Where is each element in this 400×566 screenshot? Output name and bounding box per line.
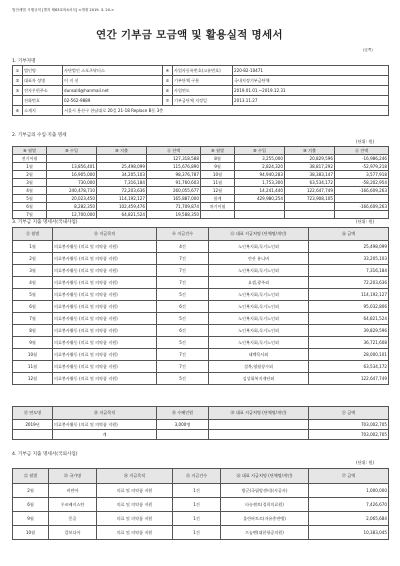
overseas-cell: 의료 및 의약품 지원 <box>97 498 173 512</box>
income-header-cell: ⑧ 월별 <box>201 147 235 155</box>
overseas-cell: 1건 <box>173 512 221 526</box>
domestic-cell: 63,534,172 <box>309 361 389 373</box>
donor-info-cell: 기부단체 구분 <box>173 76 233 86</box>
income-cell: 1월 <box>13 163 47 171</box>
income-cell: 12,700,000 <box>47 211 97 219</box>
domestic-cell: 2월 <box>13 253 53 265</box>
income-cell: 12월 <box>201 187 235 195</box>
section2-unit: (단위: 원) <box>356 139 375 144</box>
income-row <box>13 211 389 219</box>
domestic-row <box>13 301 389 313</box>
income-cell <box>285 211 335 219</box>
domestic-cell: 노인복지회,독거노인외 <box>209 241 309 253</box>
domestic-summary-cell <box>209 430 309 440</box>
donor-info-cell: ① <box>13 66 23 76</box>
donor-info-cell: 사업자등록번호(고유번호) <box>173 66 233 76</box>
domestic-summary-header <box>13 407 389 420</box>
income-cell: 64,821,524 <box>97 211 147 219</box>
income-row <box>13 171 389 179</box>
income-cell: 전기이월 <box>13 155 47 163</box>
domestic-cell: 3월 <box>13 265 53 277</box>
income-row <box>13 203 389 211</box>
donor-info-row <box>13 106 389 116</box>
domestic-cell: 노인복지회,독거노인외 <box>209 289 309 301</box>
donor-info-row <box>13 66 389 76</box>
domestic-summary-cell: 703,002,705 <box>309 430 389 440</box>
overseas-cell: 7,426,670 <box>309 498 389 512</box>
overseas-cell: 2월 <box>13 484 49 498</box>
income-cell: 723,908,105 <box>285 195 335 203</box>
income-cell: 127,318,588 <box>147 155 201 163</box>
domestic-cell: 노인복지회,독거노인외 <box>209 313 309 325</box>
income-cell: 1,753,300 <box>235 179 285 187</box>
income-cell: 260,055,677 <box>147 187 201 195</box>
domestic-summary-header-cell: ㉑ 금액 <box>309 407 389 420</box>
donor-info-cell: ⑥ <box>13 106 23 116</box>
section4-heading: 4. 기부금 지출 명세서(국외사업) <box>12 452 78 457</box>
domestic-summary-cell <box>13 430 53 440</box>
domestic-row <box>13 253 389 265</box>
domestic-cell: 의료봉사활동 (의료 및 의약품 지원) <box>53 265 157 277</box>
overseas-row <box>13 484 389 498</box>
income-cell: 91,760,603 <box>147 179 201 187</box>
income-cell: -52,979,218 <box>335 163 389 171</box>
form-reference: 법인세법 시행규칙 [별지 제63호의4서식] <개정 2019. 3. 20.> <box>12 8 115 12</box>
income-cell <box>97 155 147 163</box>
donor-info-cell: 2019.01.01.~2019.12.31 <box>233 86 389 96</box>
domestic-cell: 11월 <box>13 361 53 373</box>
donor-info-table <box>12 65 389 116</box>
donor-info-cell: 전자우편주소 <box>23 86 63 96</box>
income-cell: 730,000 <box>47 179 97 187</box>
domestic-expense-table <box>12 227 389 385</box>
income-cell <box>235 211 285 219</box>
income-cell: 71,709,874 <box>147 203 201 211</box>
income-cell <box>201 211 235 219</box>
section2-heading: 2. 기부금의 수입·지출 명세 <box>12 133 67 138</box>
domestic-cell: 9월 <box>13 337 53 349</box>
income-cell: 16,905,000 <box>47 171 97 179</box>
income-cell: 38,817,292 <box>285 163 335 171</box>
domestic-cell: 태백목사외 <box>209 349 309 361</box>
domestic-cell: 6건 <box>157 325 209 337</box>
domestic-cell: 의료봉사활동 (의료 및 의약품 지원) <box>53 241 157 253</box>
income-cell: -166,609,263 <box>335 187 389 195</box>
domestic-cell: 5건 <box>157 313 209 325</box>
income-expense-table <box>12 146 389 219</box>
donor-info-row <box>13 86 389 96</box>
overseas-row <box>13 526 389 540</box>
domestic-header-cell: ⑬ 지급목적 <box>53 228 157 241</box>
domestic-summary-cell: 의료봉사활동 (의료 및 의약품 지원) <box>53 420 157 430</box>
income-cell: 합계 <box>201 195 235 203</box>
overseas-expense-table <box>12 468 389 540</box>
income-cell: 3,577,918 <box>335 171 389 179</box>
income-cell: 8,282,350 <box>47 203 97 211</box>
donor-info-cell: 220-82-10471 <box>233 66 389 76</box>
domestic-cell: 노인복지회,독거노인외 <box>209 337 309 349</box>
overseas-cell: 9월 <box>13 512 49 526</box>
donor-info-cell: 기부금단체 지정일 <box>173 96 233 106</box>
domestic-cell: 25,498,099 <box>309 241 389 253</box>
domestic-cell: 의료봉사활동 (의료 및 의약품 지원) <box>53 373 157 385</box>
domestic-summary-cell: 3,000명 <box>157 420 209 430</box>
overseas-cell: 10,383,045 <box>309 526 389 540</box>
domestic-row <box>13 277 389 289</box>
income-cell: 98,376,787 <box>147 171 201 179</box>
domestic-summary-cell: 2019년 <box>13 420 53 430</box>
income-header-cell: ⑨ 수입 <box>235 147 285 155</box>
income-cell: -16,986,246 <box>335 155 389 163</box>
income-cell: 38,383,147 <box>285 171 335 179</box>
overseas-header-cell: ㉕ 지급건수 <box>173 469 221 484</box>
income-cell: 6월 <box>13 203 47 211</box>
domestic-cell: 노인복지회,독거노인외 <box>209 265 309 277</box>
overseas-cell: 2,065,684 <box>309 512 389 526</box>
income-cell: 34,205,103 <box>97 171 147 179</box>
domestic-row <box>13 337 389 349</box>
income-cell: 20,023,450 <box>47 195 97 203</box>
domestic-cell: 의료봉사활동 (의료 및 의약품 지원) <box>53 325 157 337</box>
domestic-cell: 36,721,608 <box>309 337 389 349</box>
donor-info-cell: dunsal4@hanmail.net <box>63 86 163 96</box>
overseas-cell: 의료 및 의약품 지원 <box>97 512 173 526</box>
domestic-cell: 5건 <box>157 373 209 385</box>
domestic-cell: 의료봉사활동 (의료 및 의약품 지원) <box>53 253 157 265</box>
domestic-summary-cell <box>209 420 309 430</box>
overseas-header-cell: ㉗ 금액 <box>309 469 389 484</box>
domestic-cell: 6월 <box>13 301 53 313</box>
domestic-cell: 4월 <box>13 277 53 289</box>
domestic-cell: 요셉,광주외 <box>209 277 309 289</box>
income-cell <box>335 211 389 219</box>
domestic-cell: 의료봉사활동 (의료 및 의약품 지원) <box>53 337 157 349</box>
donor-info-cell: 전화번호 <box>23 96 63 106</box>
donor-info-cell: 02-562-9889 <box>63 96 163 106</box>
section3-unit: (단위: 원) <box>356 219 375 224</box>
income-header-cell: ⑩ 지출 <box>285 147 335 155</box>
donor-info-cell: ⑥ <box>163 86 173 96</box>
overseas-cell: 1,000,000 <box>309 484 389 498</box>
domestic-summary-cell: 계 <box>53 430 157 440</box>
income-row <box>13 163 389 171</box>
donor-info-cell: 이 지 선 <box>63 76 163 86</box>
domestic-cell: 의료봉사활동 (의료 및 의약품 지원) <box>53 301 157 313</box>
donor-info-cell: 사업연도 <box>173 86 233 96</box>
donor-info-cell: ④ <box>163 66 173 76</box>
donor-info-cell: 소재지 <box>23 106 63 116</box>
domestic-summary-header-cell: ⑰ 연도명 <box>13 407 53 420</box>
income-cell: 165,887,000 <box>147 195 201 203</box>
overseas-cell: 1건 <box>173 526 221 540</box>
domestic-cell: 10월 <box>13 349 53 361</box>
domestic-cell: 95,032,806 <box>309 301 389 313</box>
domestic-header-cell: ⑫ 월별 <box>13 228 53 241</box>
domestic-cell: 7,316,184 <box>309 265 389 277</box>
income-cell: 115,676,890 <box>147 163 201 171</box>
overseas-header-cell: ㉖ 대표 지급처명 (단체명/개인) <box>221 469 309 484</box>
domestic-cell: 64,821,524 <box>309 313 389 325</box>
domestic-cell: 4건 <box>157 241 209 253</box>
section1-heading: 1. 기부자명 <box>12 59 36 64</box>
domestic-cell: 39,829,596 <box>309 325 389 337</box>
overseas-header-row <box>13 469 389 484</box>
domestic-cell: 노인복지회,독거노인외 <box>209 301 309 313</box>
domestic-cell: 6건 <box>157 301 209 313</box>
income-cell: 14,241,440 <box>235 187 285 195</box>
income-cell: 25,498,099 <box>97 163 147 171</box>
income-header-cell: ⑨ 수입 <box>47 147 97 155</box>
income-cell: 9월 <box>201 163 235 171</box>
domestic-cell: 1월 <box>13 241 53 253</box>
domestic-cell: 7월 <box>13 313 53 325</box>
donor-info-cell: ② <box>13 76 23 86</box>
income-cell: 3,255,000 <box>235 155 285 163</box>
donor-info-cell: ⑤ <box>163 76 173 86</box>
overseas-cell: 10월 <box>13 526 49 540</box>
domestic-cell: 안산 유니버 <box>209 253 309 265</box>
overseas-cell: 울란바토르(자유총연맹) <box>221 512 309 526</box>
donor-info-cell: 법인명 <box>23 66 63 76</box>
income-cell: 7월 <box>13 211 47 219</box>
domestic-summary-header-cell: ⑳ 대표 지급처명 (단체명/개인) <box>209 407 309 420</box>
overseas-cell: 비만아 <box>49 484 97 498</box>
domestic-header-cell: ⑯ 금액 <box>309 228 389 241</box>
income-cell: 20,829,596 <box>285 155 335 163</box>
income-cell <box>47 155 97 163</box>
overseas-cell: 방군(국립암센터)(사공사) <box>221 484 309 498</box>
income-cell: 63,534,172 <box>285 179 335 187</box>
document-title: 연간 기부금 모금액 및 활용실적 명세서 <box>96 29 283 41</box>
income-cell: 10월 <box>201 171 235 179</box>
overseas-cell: 타슈켄트(경희의료원) <box>221 498 309 512</box>
domestic-cell: 의료봉사활동 (의료 및 의약품 지원) <box>53 361 157 373</box>
income-cell: 72,203,636 <box>97 187 147 195</box>
domestic-cell: 12월 <box>13 373 53 385</box>
income-cell: 19,588,350 <box>147 211 201 219</box>
domestic-cell: 김상회복지재단외 <box>209 373 309 385</box>
domestic-cell: 5월 <box>13 289 53 301</box>
domestic-row <box>13 289 389 301</box>
domestic-cell: 122,647,749 <box>309 373 389 385</box>
domestic-cell: 28,000,101 <box>309 349 389 361</box>
domestic-row <box>13 361 389 373</box>
income-cell: 114,192,127 <box>97 195 147 203</box>
donor-info-cell: 서울시 용산구 한남대로 20길 21-18 Replace B동 3층 <box>63 106 389 116</box>
income-row <box>13 179 389 187</box>
domestic-summary-row <box>13 420 389 430</box>
income-header-cell: ⑪ 잔액 <box>147 147 201 155</box>
domestic-cell: 114,192,127 <box>309 289 389 301</box>
overseas-cell: 우즈베키스탄 <box>49 498 97 512</box>
domestic-cell: 의료봉사활동 (의료 및 의약품 지원) <box>53 277 157 289</box>
income-cell: 8월 <box>201 155 235 163</box>
domestic-summary-table <box>12 406 389 440</box>
section3-heading: 3. 기부금 지출 명세서(국내사업) <box>12 220 78 225</box>
overseas-cell: 몽골 <box>49 512 97 526</box>
overseas-cell: 1건 <box>173 498 221 512</box>
overseas-header-cell: ㉓ 국가명 <box>49 469 97 484</box>
domestic-cell: 33,205,103 <box>309 253 389 265</box>
domestic-cell: 7건 <box>157 253 209 265</box>
domestic-cell: 노인복지회,독거노인외 <box>209 325 309 337</box>
domestic-row <box>13 373 389 385</box>
overseas-cell: 의료 및 의약품 지원 <box>97 526 173 540</box>
income-cell: 11월 <box>201 179 235 187</box>
overseas-header-cell: ㉔ 지급목적 <box>97 469 173 484</box>
overseas-cell: 캄보디아 <box>49 526 97 540</box>
income-row <box>13 155 389 163</box>
income-header-cell: ⑩ 지출 <box>97 147 147 155</box>
domestic-header-row <box>13 228 389 241</box>
domestic-row <box>13 313 389 325</box>
domestic-cell: 7건 <box>157 361 209 373</box>
domestic-cell: 72,203,636 <box>309 277 389 289</box>
donor-info-cell: 사단법인 스포츠닥터스 <box>63 66 163 76</box>
income-cell <box>235 203 285 211</box>
overseas-row <box>13 498 389 512</box>
donor-info-cell: 국내지정기부금단체 <box>233 76 389 86</box>
donor-info-cell: 2013.11.27 <box>233 96 389 106</box>
domestic-cell: 의료봉사활동 (의료 및 의약품 지원) <box>53 349 157 361</box>
domestic-summary-cell: 703,002,705 <box>309 420 389 430</box>
income-cell: 차기이월 <box>201 203 235 211</box>
domestic-summary-header-cell: ⑲ 수혜인원 <box>157 407 209 420</box>
domestic-cell: 의료봉사활동 (의료 및 의약품 지원) <box>53 289 157 301</box>
income-cell: 94,940,283 <box>235 171 285 179</box>
income-row <box>13 187 389 195</box>
section4-unit: (단위: 원) <box>356 460 375 465</box>
domestic-row <box>13 265 389 277</box>
overseas-cell: 프놈펜(대한항공의원) <box>221 526 309 540</box>
domestic-cell: 8월 <box>13 325 53 337</box>
income-cell <box>285 203 335 211</box>
income-header-row <box>13 147 389 155</box>
domestic-cell: 5건 <box>157 289 209 301</box>
domestic-header-cell: ⑭ 지급건수 <box>157 228 209 241</box>
income-cell: 2월 <box>13 171 47 179</box>
domestic-cell: 성북,영월장수외 <box>209 361 309 373</box>
donor-info-row <box>13 96 389 106</box>
domestic-row <box>13 349 389 361</box>
donor-info-cell: ⑦ <box>163 96 173 106</box>
domestic-cell: 7건 <box>157 277 209 289</box>
overseas-header-cell: ㉒ 월별 <box>13 469 49 484</box>
income-cell: 5월 <box>13 195 47 203</box>
page-note: (앞쪽) <box>363 48 373 52</box>
income-cell: 429,980,254 <box>235 195 285 203</box>
domestic-summary-header-cell: ⑱ 지급목적 <box>53 407 157 420</box>
income-cell: 3월 <box>13 179 47 187</box>
income-cell: -58,202,954 <box>335 179 389 187</box>
income-cell: 240,478,710 <box>47 187 97 195</box>
income-cell: 4월 <box>13 187 47 195</box>
income-cell: 122,647,749 <box>285 187 335 195</box>
overseas-cell: 6월 <box>13 498 49 512</box>
income-header-cell: ⑪ 잔액 <box>335 147 389 155</box>
domestic-cell: 의료봉사활동 (의료 및 의약품 지원) <box>53 313 157 325</box>
donor-info-cell: ③ <box>13 86 23 96</box>
income-row <box>13 195 389 203</box>
overseas-row <box>13 512 389 526</box>
overseas-cell: 1건 <box>173 484 221 498</box>
income-cell: 13,856,401 <box>47 163 97 171</box>
domestic-cell: 5건 <box>157 337 209 349</box>
income-cell: -166,609,263 <box>335 203 389 211</box>
domestic-row <box>13 325 389 337</box>
income-cell: 2,824,320 <box>235 163 285 171</box>
domestic-summary-cell <box>157 430 209 440</box>
income-cell: 7,316,184 <box>97 179 147 187</box>
domestic-cell: 7건 <box>157 349 209 361</box>
income-header-cell: ⑧ 월별 <box>13 147 47 155</box>
income-cell: 102,459,476 <box>97 203 147 211</box>
domestic-header-cell: ⑮ 대표 지급처명 (단체명/개인) <box>209 228 309 241</box>
donor-info-cell: 대표자 성명 <box>23 76 63 86</box>
income-cell <box>335 195 389 203</box>
donor-info-cell <box>13 96 23 106</box>
donor-info-row <box>13 76 389 86</box>
domestic-row <box>13 241 389 253</box>
overseas-cell: 의료 및 의약품 지원 <box>97 484 173 498</box>
domestic-cell: 7건 <box>157 265 209 277</box>
domestic-summary-row <box>13 430 389 440</box>
